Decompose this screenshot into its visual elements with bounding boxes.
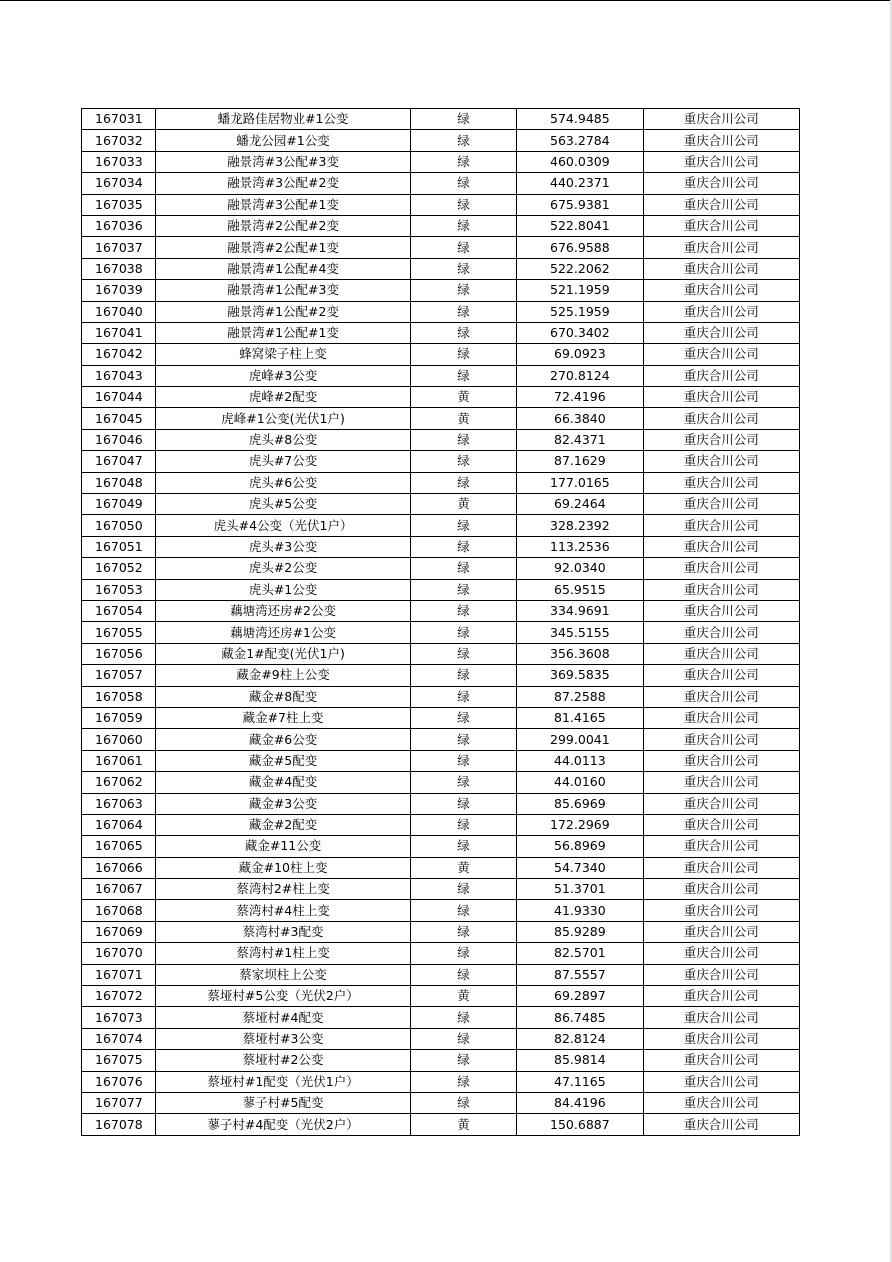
- table-row: [82, 1007, 800, 1028]
- cell-transformer-name: 融景湾#2公配#1变: [156, 237, 411, 258]
- cell-company: 重庆合川公司: [643, 964, 799, 985]
- cell-status: 绿: [410, 1092, 516, 1113]
- cell-id: 167066: [82, 857, 156, 878]
- cell-id: 167053: [82, 579, 156, 600]
- cell-value: 369.5835: [517, 665, 643, 686]
- cell-company: 重庆合川公司: [643, 793, 799, 814]
- cell-company: 重庆合川公司: [643, 130, 799, 151]
- cell-transformer-name: 蔡垭村#4配变: [156, 1007, 411, 1028]
- cell-status: 绿: [410, 429, 516, 450]
- cell-value: 270.8124: [517, 365, 643, 386]
- cell-id: 167056: [82, 643, 156, 664]
- cell-transformer-name: 虎头#1公变: [156, 579, 411, 600]
- cell-status: 绿: [410, 130, 516, 151]
- cell-id: 167063: [82, 793, 156, 814]
- table-row: [82, 1071, 800, 1092]
- cell-id: 167061: [82, 750, 156, 771]
- table-row: [82, 451, 800, 472]
- cell-transformer-name: 蔡垭村#1配变（光伏1户）: [156, 1071, 411, 1092]
- table-row: [82, 857, 800, 878]
- table-row: [82, 686, 800, 707]
- cell-id: 167037: [82, 237, 156, 258]
- cell-id: 167074: [82, 1028, 156, 1049]
- cell-company: 重庆合川公司: [643, 173, 799, 194]
- table-row: [82, 536, 800, 557]
- table-row: [82, 515, 800, 536]
- cell-value: 84.4196: [517, 1092, 643, 1113]
- cell-value: 87.2588: [517, 686, 643, 707]
- cell-value: 87.5557: [517, 964, 643, 985]
- cell-status: 绿: [410, 515, 516, 536]
- cell-id: 167031: [82, 109, 156, 130]
- table-row: [82, 579, 800, 600]
- cell-status: 绿: [410, 173, 516, 194]
- cell-value: 69.2464: [517, 494, 643, 515]
- cell-status: 绿: [410, 322, 516, 343]
- cell-transformer-name: 藏金#3公变: [156, 793, 411, 814]
- cell-transformer-name: 藏金#5配变: [156, 750, 411, 771]
- cell-company: 重庆合川公司: [643, 365, 799, 386]
- cell-id: 167045: [82, 408, 156, 429]
- cell-id: 167051: [82, 536, 156, 557]
- cell-company: 重庆合川公司: [643, 729, 799, 750]
- cell-value: 56.8969: [517, 836, 643, 857]
- table-row: [82, 194, 800, 215]
- cell-status: 绿: [410, 964, 516, 985]
- cell-status: 绿: [410, 215, 516, 236]
- cell-id: 167042: [82, 344, 156, 365]
- cell-status: 绿: [410, 365, 516, 386]
- table-row: [82, 173, 800, 194]
- table-row: [82, 1050, 800, 1071]
- cell-value: 92.0340: [517, 558, 643, 579]
- cell-transformer-name: 蟠龙路佳居物业#1公变: [156, 109, 411, 130]
- cell-value: 82.5701: [517, 943, 643, 964]
- cell-transformer-name: 虎头#5公变: [156, 494, 411, 515]
- cell-status: 绿: [410, 301, 516, 322]
- cell-status: 黄: [410, 408, 516, 429]
- cell-transformer-name: 融景湾#1公配#3变: [156, 280, 411, 301]
- cell-transformer-name: 融景湾#3公配#1变: [156, 194, 411, 215]
- table-row: [82, 622, 800, 643]
- cell-transformer-name: 蓼子村#4配变（光伏2户）: [156, 1114, 411, 1135]
- cell-status: 绿: [410, 600, 516, 621]
- cell-status: 绿: [410, 921, 516, 942]
- cell-status: 绿: [410, 558, 516, 579]
- table-row: [82, 943, 800, 964]
- cell-id: 167071: [82, 964, 156, 985]
- cell-company: 重庆合川公司: [643, 151, 799, 172]
- cell-company: 重庆合川公司: [643, 237, 799, 258]
- cell-company: 重庆合川公司: [643, 857, 799, 878]
- cell-id: 167049: [82, 494, 156, 515]
- cell-id: 167033: [82, 151, 156, 172]
- cell-value: 113.2536: [517, 536, 643, 557]
- cell-id: 167055: [82, 622, 156, 643]
- cell-value: 85.9814: [517, 1050, 643, 1071]
- cell-value: 460.0309: [517, 151, 643, 172]
- cell-id: 167032: [82, 130, 156, 151]
- table-row: [82, 643, 800, 664]
- cell-company: 重庆合川公司: [643, 215, 799, 236]
- cell-status: 绿: [410, 879, 516, 900]
- cell-value: 86.7485: [517, 1007, 643, 1028]
- cell-transformer-name: 藏金#11公变: [156, 836, 411, 857]
- cell-status: 绿: [410, 1071, 516, 1092]
- table-row: [82, 387, 800, 408]
- cell-company: 重庆合川公司: [643, 280, 799, 301]
- cell-value: 81.4165: [517, 707, 643, 728]
- cell-id: 167078: [82, 1114, 156, 1135]
- cell-company: 重庆合川公司: [643, 515, 799, 536]
- cell-company: 重庆合川公司: [643, 600, 799, 621]
- cell-value: 44.0113: [517, 750, 643, 771]
- cell-id: 167077: [82, 1092, 156, 1113]
- cell-id: 167064: [82, 814, 156, 835]
- cell-id: 167041: [82, 322, 156, 343]
- table-row: [82, 772, 800, 793]
- cell-value: 150.6887: [517, 1114, 643, 1135]
- cell-status: 绿: [410, 622, 516, 643]
- cell-company: 重庆合川公司: [643, 622, 799, 643]
- cell-transformer-name: 融景湾#1公配#4变: [156, 258, 411, 279]
- cell-company: 重庆合川公司: [643, 301, 799, 322]
- cell-value: 177.0165: [517, 472, 643, 493]
- cell-company: 重庆合川公司: [643, 1050, 799, 1071]
- cell-id: 167048: [82, 472, 156, 493]
- cell-value: 69.2897: [517, 986, 643, 1007]
- cell-transformer-name: 藏金#7柱上变: [156, 707, 411, 728]
- table-row: [82, 322, 800, 343]
- cell-value: 525.1959: [517, 301, 643, 322]
- cell-value: 328.2392: [517, 515, 643, 536]
- cell-status: 绿: [410, 536, 516, 557]
- cell-status: 绿: [410, 1028, 516, 1049]
- table-row: [82, 344, 800, 365]
- cell-id: 167034: [82, 173, 156, 194]
- cell-id: 167073: [82, 1007, 156, 1028]
- table-row: [82, 494, 800, 515]
- cell-company: 重庆合川公司: [643, 814, 799, 835]
- cell-id: 167058: [82, 686, 156, 707]
- cell-transformer-name: 融景湾#1公配#2变: [156, 301, 411, 322]
- cell-value: 85.9289: [517, 921, 643, 942]
- cell-company: 重庆合川公司: [643, 986, 799, 1007]
- cell-id: 167057: [82, 665, 156, 686]
- cell-value: 522.2062: [517, 258, 643, 279]
- cell-company: 重庆合川公司: [643, 258, 799, 279]
- cell-transformer-name: 虎峰#2配变: [156, 387, 411, 408]
- table-row: [82, 921, 800, 942]
- cell-status: 绿: [410, 665, 516, 686]
- cell-company: 重庆合川公司: [643, 109, 799, 130]
- cell-id: 167038: [82, 258, 156, 279]
- table-row: [82, 1092, 800, 1113]
- cell-id: 167039: [82, 280, 156, 301]
- cell-transformer-name: 藏金#4配变: [156, 772, 411, 793]
- cell-company: 重庆合川公司: [643, 558, 799, 579]
- cell-transformer-name: 藕塘湾还房#1公变: [156, 622, 411, 643]
- cell-id: 167047: [82, 451, 156, 472]
- cell-id: 167059: [82, 707, 156, 728]
- cell-value: 563.2784: [517, 130, 643, 151]
- table-row: [82, 109, 800, 130]
- cell-value: 54.7340: [517, 857, 643, 878]
- cell-transformer-name: 藏金#2配变: [156, 814, 411, 835]
- cell-id: 167043: [82, 365, 156, 386]
- cell-value: 522.8041: [517, 215, 643, 236]
- cell-value: 521.1959: [517, 280, 643, 301]
- table-row: [82, 301, 800, 322]
- cell-transformer-name: 蔡垭村#5公变（光伏2户）: [156, 986, 411, 1007]
- cell-value: 676.9588: [517, 237, 643, 258]
- cell-status: 绿: [410, 258, 516, 279]
- cell-company: 重庆合川公司: [643, 194, 799, 215]
- cell-company: 重庆合川公司: [643, 322, 799, 343]
- cell-transformer-name: 虎头#4公变（光伏1户）: [156, 515, 411, 536]
- cell-status: 黄: [410, 494, 516, 515]
- cell-id: 167068: [82, 900, 156, 921]
- cell-status: 绿: [410, 451, 516, 472]
- cell-id: 167075: [82, 1050, 156, 1071]
- table-row: [82, 836, 800, 857]
- cell-transformer-name: 蜂窝梁子柱上变: [156, 344, 411, 365]
- cell-company: 重庆合川公司: [643, 579, 799, 600]
- cell-status: 绿: [410, 280, 516, 301]
- cell-status: 黄: [410, 986, 516, 1007]
- cell-company: 重庆合川公司: [643, 408, 799, 429]
- table-row: [82, 729, 800, 750]
- cell-status: 绿: [410, 643, 516, 664]
- cell-transformer-name: 虎头#7公变: [156, 451, 411, 472]
- cell-value: 670.3402: [517, 322, 643, 343]
- table-row: [82, 964, 800, 985]
- cell-transformer-name: 融景湾#3公配#2变: [156, 173, 411, 194]
- cell-status: 绿: [410, 814, 516, 835]
- cell-transformer-name: 蔡湾村#4柱上变: [156, 900, 411, 921]
- cell-company: 重庆合川公司: [643, 536, 799, 557]
- cell-transformer-name: 虎头#2公变: [156, 558, 411, 579]
- table-row: [82, 130, 800, 151]
- cell-id: 167046: [82, 429, 156, 450]
- cell-id: 167035: [82, 194, 156, 215]
- cell-value: 172.2969: [517, 814, 643, 835]
- cell-value: 66.3840: [517, 408, 643, 429]
- cell-transformer-name: 蔡垭村#3公变: [156, 1028, 411, 1049]
- cell-status: 绿: [410, 943, 516, 964]
- table-row: [82, 237, 800, 258]
- cell-value: 72.4196: [517, 387, 643, 408]
- table-row: [82, 707, 800, 728]
- cell-company: 重庆合川公司: [643, 1007, 799, 1028]
- cell-company: 重庆合川公司: [643, 451, 799, 472]
- cell-id: 167065: [82, 836, 156, 857]
- cell-company: 重庆合川公司: [643, 643, 799, 664]
- cell-transformer-name: 蔡家坝柱上公变: [156, 964, 411, 985]
- cell-id: 167069: [82, 921, 156, 942]
- cell-value: 334.9691: [517, 600, 643, 621]
- table-row: [82, 429, 800, 450]
- cell-status: 黄: [410, 857, 516, 878]
- cell-transformer-name: 融景湾#1公配#1变: [156, 322, 411, 343]
- cell-status: 绿: [410, 472, 516, 493]
- cell-value: 356.3608: [517, 643, 643, 664]
- cell-value: 44.0160: [517, 772, 643, 793]
- cell-status: 绿: [410, 237, 516, 258]
- table-row: [82, 408, 800, 429]
- cell-value: 85.6969: [517, 793, 643, 814]
- cell-value: 82.8124: [517, 1028, 643, 1049]
- cell-status: 绿: [410, 194, 516, 215]
- cell-transformer-name: 蟠龙公园#1公变: [156, 130, 411, 151]
- table-row: [82, 900, 800, 921]
- cell-company: 重庆合川公司: [643, 750, 799, 771]
- cell-transformer-name: 虎头#6公变: [156, 472, 411, 493]
- table-row: [82, 986, 800, 1007]
- cell-transformer-name: 蓼子村#5配变: [156, 1092, 411, 1113]
- cell-company: 重庆合川公司: [643, 943, 799, 964]
- cell-company: 重庆合川公司: [643, 494, 799, 515]
- cell-value: 65.9515: [517, 579, 643, 600]
- cell-transformer-name: 蔡湾村2#柱上变: [156, 879, 411, 900]
- cell-status: 黄: [410, 1114, 516, 1135]
- cell-company: 重庆合川公司: [643, 429, 799, 450]
- table-row: [82, 1114, 800, 1135]
- cell-status: 绿: [410, 344, 516, 365]
- cell-status: 绿: [410, 750, 516, 771]
- cell-id: 167040: [82, 301, 156, 322]
- page-top-border: [0, 0, 892, 1]
- table-row: [82, 814, 800, 835]
- cell-company: 重庆合川公司: [643, 387, 799, 408]
- cell-id: 167052: [82, 558, 156, 579]
- cell-company: 重庆合川公司: [643, 344, 799, 365]
- cell-value: 574.9485: [517, 109, 643, 130]
- cell-value: 82.4371: [517, 429, 643, 450]
- cell-id: 167044: [82, 387, 156, 408]
- table-row: [82, 793, 800, 814]
- table-row: [82, 600, 800, 621]
- cell-company: 重庆合川公司: [643, 707, 799, 728]
- table-row: [82, 151, 800, 172]
- cell-status: 绿: [410, 1050, 516, 1071]
- cell-id: 167070: [82, 943, 156, 964]
- table-body: [82, 109, 800, 1136]
- transformer-table: [81, 108, 800, 1136]
- cell-value: 675.9381: [517, 194, 643, 215]
- cell-status: 黄: [410, 387, 516, 408]
- cell-company: 重庆合川公司: [643, 1114, 799, 1135]
- table-row: [82, 258, 800, 279]
- cell-value: 51.3701: [517, 879, 643, 900]
- table-row: [82, 365, 800, 386]
- cell-value: 87.1629: [517, 451, 643, 472]
- cell-value: 440.2371: [517, 173, 643, 194]
- cell-id: 167060: [82, 729, 156, 750]
- table-row: [82, 665, 800, 686]
- cell-company: 重庆合川公司: [643, 900, 799, 921]
- cell-company: 重庆合川公司: [643, 879, 799, 900]
- cell-company: 重庆合川公司: [643, 1092, 799, 1113]
- cell-transformer-name: 蔡湾村#1柱上变: [156, 943, 411, 964]
- table-row: [82, 879, 800, 900]
- cell-company: 重庆合川公司: [643, 472, 799, 493]
- cell-status: 绿: [410, 579, 516, 600]
- cell-value: 47.1165: [517, 1071, 643, 1092]
- cell-company: 重庆合川公司: [643, 1071, 799, 1092]
- cell-status: 绿: [410, 151, 516, 172]
- table-row: [82, 215, 800, 236]
- cell-id: 167050: [82, 515, 156, 536]
- cell-transformer-name: 虎头#3公变: [156, 536, 411, 557]
- cell-id: 167036: [82, 215, 156, 236]
- cell-status: 绿: [410, 109, 516, 130]
- cell-value: 69.0923: [517, 344, 643, 365]
- cell-transformer-name: 虎峰#1公变(光伏1户): [156, 408, 411, 429]
- cell-transformer-name: 藏金#6公变: [156, 729, 411, 750]
- table-row: [82, 1028, 800, 1049]
- cell-status: 绿: [410, 707, 516, 728]
- cell-company: 重庆合川公司: [643, 836, 799, 857]
- cell-status: 绿: [410, 772, 516, 793]
- cell-transformer-name: 虎头#8公变: [156, 429, 411, 450]
- cell-status: 绿: [410, 729, 516, 750]
- cell-id: 167062: [82, 772, 156, 793]
- cell-id: 167054: [82, 600, 156, 621]
- cell-transformer-name: 蔡垭村#2公变: [156, 1050, 411, 1071]
- cell-transformer-name: 藕塘湾还房#2公变: [156, 600, 411, 621]
- cell-transformer-name: 融景湾#3公配#3变: [156, 151, 411, 172]
- cell-transformer-name: 藏金#9柱上公变: [156, 665, 411, 686]
- cell-value: 345.5155: [517, 622, 643, 643]
- cell-transformer-name: 虎峰#3公变: [156, 365, 411, 386]
- cell-transformer-name: 藏金1#配变(光伏1户): [156, 643, 411, 664]
- cell-value: 299.0041: [517, 729, 643, 750]
- cell-transformer-name: 藏金#8配变: [156, 686, 411, 707]
- cell-id: 167067: [82, 879, 156, 900]
- cell-id: 167076: [82, 1071, 156, 1092]
- cell-company: 重庆合川公司: [643, 1028, 799, 1049]
- cell-transformer-name: 蔡湾村#3配变: [156, 921, 411, 942]
- cell-company: 重庆合川公司: [643, 665, 799, 686]
- table-row: [82, 472, 800, 493]
- cell-company: 重庆合川公司: [643, 772, 799, 793]
- cell-status: 绿: [410, 900, 516, 921]
- cell-id: 167072: [82, 986, 156, 1007]
- cell-company: 重庆合川公司: [643, 686, 799, 707]
- table-row: [82, 280, 800, 301]
- cell-status: 绿: [410, 793, 516, 814]
- cell-company: 重庆合川公司: [643, 921, 799, 942]
- cell-value: 41.9330: [517, 900, 643, 921]
- cell-transformer-name: 藏金#10柱上变: [156, 857, 411, 878]
- cell-status: 绿: [410, 686, 516, 707]
- cell-status: 绿: [410, 836, 516, 857]
- cell-status: 绿: [410, 1007, 516, 1028]
- cell-transformer-name: 融景湾#2公配#2变: [156, 215, 411, 236]
- table-row: [82, 750, 800, 771]
- table-row: [82, 558, 800, 579]
